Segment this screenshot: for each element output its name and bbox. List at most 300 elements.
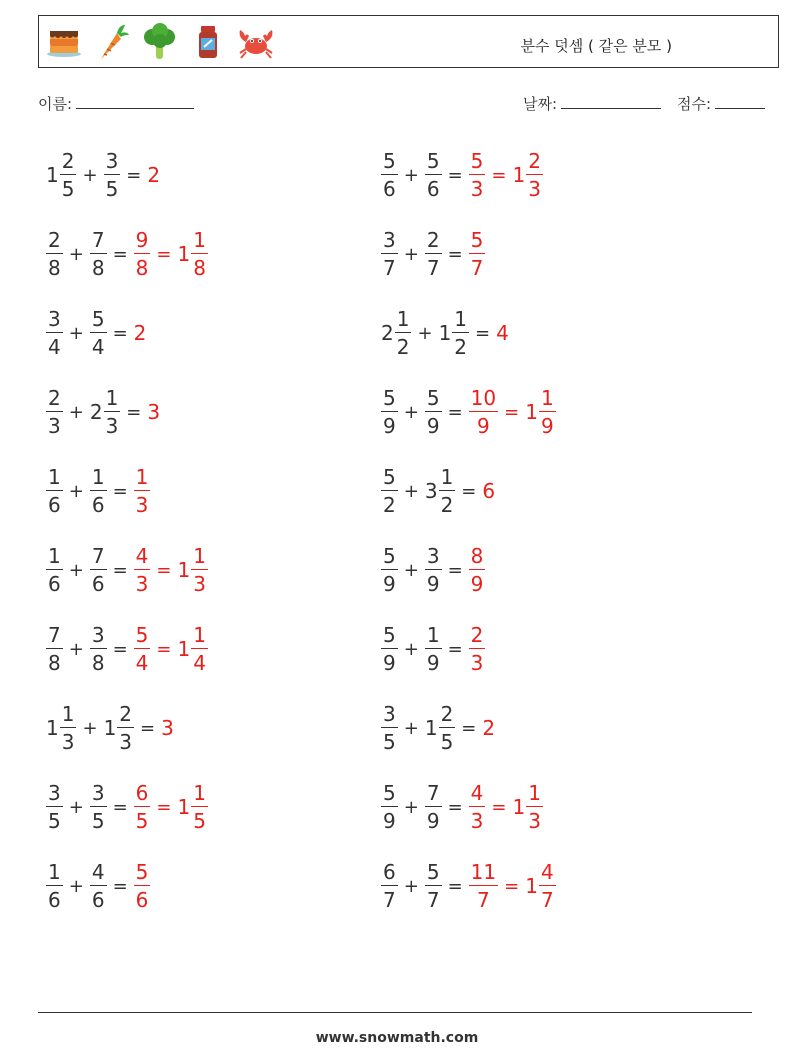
denominator: 4 bbox=[91, 335, 105, 360]
numerator: 4 bbox=[470, 780, 484, 805]
fraction-bar bbox=[381, 411, 398, 413]
plus-sign: + bbox=[403, 638, 419, 660]
fraction-bar bbox=[191, 253, 208, 255]
fraction-bar bbox=[134, 885, 151, 887]
problem-item bbox=[381, 300, 510, 366]
equals-sign: = bbox=[156, 796, 172, 818]
denominator: 5 bbox=[383, 730, 396, 755]
denominator: 3 bbox=[48, 414, 61, 439]
whole-part: 3 bbox=[147, 400, 161, 424]
equals-sign: = bbox=[112, 796, 128, 818]
fraction-bar bbox=[46, 490, 63, 492]
denominator: 3 bbox=[470, 651, 484, 676]
fraction-bar bbox=[539, 885, 556, 887]
denominator: 3 bbox=[135, 493, 149, 518]
denominator: 3 bbox=[105, 414, 119, 439]
mixed-number bbox=[425, 780, 442, 834]
mixed-number bbox=[469, 227, 486, 281]
fraction-bar bbox=[191, 569, 208, 571]
mixed-number bbox=[381, 227, 398, 281]
mixed-number bbox=[425, 385, 442, 439]
numerator: 11 bbox=[470, 859, 497, 884]
fraction bbox=[134, 622, 151, 676]
numerator: 2 bbox=[440, 701, 454, 726]
mixed-number bbox=[469, 543, 486, 597]
fraction-bar bbox=[381, 648, 398, 650]
equals-sign: = bbox=[112, 322, 128, 344]
fraction-bar bbox=[425, 806, 442, 808]
fraction bbox=[191, 227, 208, 281]
fraction-bar bbox=[381, 569, 398, 571]
numerator: 1 bbox=[48, 859, 61, 884]
fraction bbox=[134, 543, 151, 597]
fraction bbox=[469, 543, 486, 597]
mixed-number bbox=[90, 859, 107, 913]
fraction-bar bbox=[469, 806, 486, 808]
fraction bbox=[191, 780, 208, 834]
numerator: 6 bbox=[135, 780, 149, 805]
denominator: 4 bbox=[193, 651, 206, 676]
answer bbox=[469, 148, 543, 202]
numerator: 2 bbox=[119, 701, 133, 726]
mixed-number bbox=[438, 306, 469, 360]
cake-icon bbox=[45, 21, 83, 63]
plus-sign: + bbox=[68, 638, 84, 660]
denominator: 8 bbox=[193, 256, 206, 281]
whole-part: 4 bbox=[496, 321, 509, 345]
mixed-number bbox=[469, 622, 486, 676]
fraction-bar bbox=[46, 253, 63, 255]
whole-part: 1 bbox=[177, 637, 191, 661]
fraction-bar bbox=[381, 885, 398, 887]
problem-item bbox=[381, 774, 543, 840]
mixed-number bbox=[469, 859, 498, 913]
denominator: 6 bbox=[48, 572, 61, 597]
mixed-number bbox=[46, 385, 63, 439]
fraction bbox=[425, 543, 442, 597]
mixed-number bbox=[46, 306, 63, 360]
whole-part: 2 bbox=[147, 163, 161, 187]
equals-sign: = bbox=[475, 322, 491, 344]
numerator: 7 bbox=[91, 543, 105, 568]
fraction-bar bbox=[425, 411, 442, 413]
mixed-number bbox=[381, 859, 398, 913]
denominator: 5 bbox=[48, 809, 61, 834]
whole-part: 1 bbox=[512, 795, 526, 819]
numerator: 3 bbox=[91, 622, 105, 647]
mixed-number bbox=[425, 227, 442, 281]
fraction bbox=[191, 622, 208, 676]
mixed-number bbox=[90, 306, 107, 360]
fraction-bar bbox=[469, 411, 498, 413]
denominator: 2 bbox=[440, 493, 454, 518]
numerator: 5 bbox=[91, 306, 105, 331]
numerator: 3 bbox=[383, 227, 396, 252]
answer bbox=[469, 622, 486, 676]
numerator: 3 bbox=[48, 780, 61, 805]
problem-item bbox=[381, 379, 556, 445]
fraction-bar bbox=[46, 332, 63, 334]
mixed-number bbox=[46, 227, 63, 281]
numerator: 3 bbox=[426, 543, 440, 568]
denominator: 3 bbox=[470, 177, 484, 202]
fraction bbox=[191, 543, 208, 597]
answer bbox=[134, 321, 148, 345]
fraction-bar bbox=[526, 806, 543, 808]
fraction-bar bbox=[134, 569, 151, 571]
denominator: 9 bbox=[426, 572, 440, 597]
numerator: 5 bbox=[426, 385, 440, 410]
fraction-bar bbox=[425, 253, 442, 255]
mixed-number bbox=[161, 716, 175, 740]
fraction bbox=[395, 306, 412, 360]
answer bbox=[134, 464, 151, 518]
whole-part: 2 bbox=[133, 321, 147, 345]
equals-sign: = bbox=[491, 796, 507, 818]
mixed-number bbox=[147, 400, 161, 424]
fraction-bar bbox=[452, 332, 469, 334]
answer bbox=[469, 780, 543, 834]
numerator: 1 bbox=[48, 543, 61, 568]
problem-item bbox=[46, 774, 208, 840]
numerator: 1 bbox=[396, 306, 410, 331]
fraction bbox=[90, 227, 107, 281]
answer bbox=[469, 227, 486, 281]
date-blank[interactable] bbox=[561, 95, 661, 109]
fraction bbox=[526, 780, 543, 834]
fraction-bar bbox=[46, 569, 63, 571]
whole-part: 1 bbox=[46, 716, 59, 740]
crab-icon bbox=[237, 21, 275, 63]
denominator: 6 bbox=[48, 888, 61, 913]
whole-part: 1 bbox=[46, 163, 59, 187]
numerator: 5 bbox=[383, 622, 396, 647]
denominator: 7 bbox=[470, 256, 484, 281]
whole-part: 1 bbox=[177, 242, 191, 266]
problem-item bbox=[46, 695, 175, 761]
fraction bbox=[46, 543, 63, 597]
mixed-number bbox=[90, 622, 107, 676]
equals-sign: = bbox=[461, 717, 477, 739]
fraction-bar bbox=[381, 727, 398, 729]
denominator: 9 bbox=[477, 414, 490, 439]
answer bbox=[161, 716, 175, 740]
mixed-number bbox=[512, 148, 542, 202]
footer-divider bbox=[38, 1012, 752, 1013]
mixed-number bbox=[177, 543, 207, 597]
denominator: 3 bbox=[528, 809, 541, 834]
mixed-number bbox=[525, 385, 555, 439]
fraction bbox=[90, 622, 107, 676]
plus-sign: + bbox=[403, 796, 419, 818]
denominator: 3 bbox=[470, 809, 484, 834]
fraction-bar bbox=[134, 806, 151, 808]
plus-sign: + bbox=[82, 164, 98, 186]
fraction bbox=[439, 701, 456, 755]
denominator: 8 bbox=[48, 256, 61, 281]
mixed-number bbox=[381, 306, 411, 360]
problem-item bbox=[381, 221, 485, 287]
problem-item bbox=[381, 142, 543, 208]
mixed-number bbox=[381, 543, 398, 597]
mixed-number bbox=[177, 227, 207, 281]
equals-sign: = bbox=[447, 559, 463, 581]
fraction bbox=[425, 780, 442, 834]
equals-sign: = bbox=[504, 401, 520, 423]
numerator: 2 bbox=[48, 227, 61, 252]
denominator: 2 bbox=[454, 335, 468, 360]
denominator: 2 bbox=[383, 493, 396, 518]
answer bbox=[134, 543, 208, 597]
numerator: 5 bbox=[135, 622, 149, 647]
fraction-bar bbox=[469, 648, 486, 650]
denominator: 6 bbox=[426, 177, 440, 202]
answer bbox=[469, 859, 556, 913]
fraction bbox=[46, 306, 63, 360]
equals-sign: = bbox=[447, 164, 463, 186]
answer bbox=[134, 859, 151, 913]
fraction-bar bbox=[90, 648, 107, 650]
numerator: 9 bbox=[135, 227, 149, 252]
fraction-bar bbox=[469, 569, 486, 571]
jar-icon bbox=[189, 21, 227, 63]
whole-part: 1 bbox=[177, 558, 191, 582]
fraction bbox=[469, 859, 498, 913]
answer bbox=[482, 716, 496, 740]
problem-item bbox=[46, 300, 147, 366]
equals-sign: = bbox=[126, 164, 142, 186]
fraction bbox=[117, 701, 134, 755]
fraction-bar bbox=[60, 727, 77, 729]
denominator: 8 bbox=[135, 256, 149, 281]
denominator: 5 bbox=[135, 809, 149, 834]
fraction-bar bbox=[90, 806, 107, 808]
mixed-number bbox=[177, 622, 207, 676]
numerator: 10 bbox=[470, 385, 497, 410]
problem-item bbox=[46, 537, 208, 603]
mixed-number bbox=[46, 622, 63, 676]
numerator: 5 bbox=[383, 780, 396, 805]
equals-sign: = bbox=[112, 875, 128, 897]
denominator: 7 bbox=[477, 888, 490, 913]
fraction bbox=[381, 148, 398, 202]
fraction bbox=[46, 622, 63, 676]
numerator: 3 bbox=[91, 780, 105, 805]
denominator: 3 bbox=[193, 572, 206, 597]
fraction-bar bbox=[425, 885, 442, 887]
mixed-number bbox=[46, 701, 76, 755]
whole-part: 3 bbox=[424, 479, 438, 503]
mixed-number bbox=[469, 780, 486, 834]
fraction bbox=[539, 385, 556, 439]
numerator: 7 bbox=[426, 780, 440, 805]
plus-sign: + bbox=[68, 875, 84, 897]
problem-item bbox=[381, 695, 496, 761]
answer bbox=[147, 163, 161, 187]
score-blank[interactable] bbox=[715, 95, 765, 109]
numerator: 5 bbox=[470, 148, 484, 173]
whole-part: 2 bbox=[381, 321, 394, 345]
fraction-bar bbox=[104, 411, 121, 413]
fraction bbox=[134, 859, 151, 913]
plus-sign: + bbox=[403, 875, 419, 897]
numerator: 1 bbox=[440, 464, 454, 489]
denominator: 3 bbox=[135, 572, 149, 597]
fraction-bar bbox=[395, 332, 412, 334]
mixed-number bbox=[46, 780, 63, 834]
numerator: 1 bbox=[135, 464, 149, 489]
equals-sign: = bbox=[112, 243, 128, 265]
numerator: 1 bbox=[193, 622, 206, 647]
equals-sign: = bbox=[447, 638, 463, 660]
fraction bbox=[526, 148, 543, 202]
denominator: 9 bbox=[426, 809, 440, 834]
mixed-number bbox=[425, 543, 442, 597]
problem-item bbox=[46, 458, 150, 524]
name-blank[interactable] bbox=[76, 95, 194, 109]
plus-sign: + bbox=[68, 401, 84, 423]
numerator: 4 bbox=[540, 859, 554, 884]
fraction bbox=[381, 859, 398, 913]
plus-sign: + bbox=[403, 717, 419, 739]
denominator: 9 bbox=[383, 809, 396, 834]
equals-sign: = bbox=[447, 401, 463, 423]
numerator: 3 bbox=[383, 701, 396, 726]
denominator: 5 bbox=[105, 177, 119, 202]
date-field bbox=[523, 93, 661, 114]
problem-item bbox=[46, 221, 208, 287]
fraction-bar bbox=[469, 174, 486, 176]
equals-sign: = bbox=[156, 559, 172, 581]
fraction-bar bbox=[425, 569, 442, 571]
answer bbox=[496, 321, 510, 345]
equals-sign: = bbox=[112, 480, 128, 502]
fraction bbox=[90, 543, 107, 597]
mixed-number bbox=[90, 227, 107, 281]
denominator: 3 bbox=[61, 730, 75, 755]
equals-sign: = bbox=[447, 875, 463, 897]
numerator: 4 bbox=[135, 543, 149, 568]
equals-sign: = bbox=[504, 875, 520, 897]
fraction-bar bbox=[90, 253, 107, 255]
fraction-bar bbox=[425, 648, 442, 650]
whole-part: 2 bbox=[89, 400, 103, 424]
fraction bbox=[469, 780, 486, 834]
mixed-number bbox=[424, 464, 455, 518]
fraction bbox=[469, 385, 498, 439]
fraction bbox=[46, 385, 63, 439]
denominator: 8 bbox=[91, 256, 105, 281]
footer-url: www.snowmath.com bbox=[315, 1030, 479, 1046]
numerator: 2 bbox=[528, 148, 541, 173]
denominator: 9 bbox=[383, 572, 396, 597]
fraction bbox=[381, 701, 398, 755]
plus-sign: + bbox=[403, 243, 419, 265]
denominator: 9 bbox=[540, 414, 554, 439]
denominator: 7 bbox=[383, 888, 396, 913]
fraction bbox=[46, 859, 63, 913]
denominator: 9 bbox=[383, 651, 396, 676]
equals-sign: = bbox=[461, 480, 477, 502]
whole-part: 1 bbox=[103, 716, 117, 740]
mixed-number bbox=[425, 148, 442, 202]
denominator: 9 bbox=[426, 651, 440, 676]
fraction-bar bbox=[381, 806, 398, 808]
fraction-bar bbox=[104, 174, 121, 176]
fraction bbox=[539, 859, 556, 913]
numerator: 1 bbox=[193, 780, 206, 805]
mixed-number bbox=[425, 622, 442, 676]
numerator: 5 bbox=[383, 148, 396, 173]
whole-part: 1 bbox=[177, 795, 191, 819]
mixed-number bbox=[134, 464, 151, 518]
fraction-bar bbox=[439, 490, 456, 492]
fraction bbox=[469, 622, 486, 676]
fraction-bar bbox=[90, 885, 107, 887]
fraction-bar bbox=[381, 253, 398, 255]
mixed-number bbox=[134, 859, 151, 913]
fraction bbox=[469, 227, 486, 281]
denominator: 9 bbox=[426, 414, 440, 439]
numerator: 1 bbox=[193, 227, 206, 252]
plus-sign: + bbox=[417, 322, 433, 344]
plus-sign: + bbox=[68, 480, 84, 502]
problem-item bbox=[381, 853, 556, 919]
mixed-number bbox=[46, 543, 63, 597]
mixed-number bbox=[103, 701, 134, 755]
mixed-number bbox=[381, 701, 398, 755]
mixed-number bbox=[90, 464, 107, 518]
numerator: 2 bbox=[61, 148, 75, 173]
numerator: 1 bbox=[528, 780, 541, 805]
fraction bbox=[381, 622, 398, 676]
problem-item bbox=[381, 537, 485, 603]
mixed-number bbox=[512, 780, 542, 834]
mixed-number bbox=[134, 622, 151, 676]
fraction bbox=[439, 464, 456, 518]
numerator: 1 bbox=[61, 701, 75, 726]
whole-part: 6 bbox=[482, 479, 496, 503]
numerator: 2 bbox=[426, 227, 440, 252]
denominator: 5 bbox=[61, 177, 75, 202]
fraction bbox=[90, 780, 107, 834]
fraction bbox=[425, 859, 442, 913]
whole-part: 2 bbox=[482, 716, 496, 740]
numerator: 3 bbox=[105, 148, 119, 173]
plus-sign: + bbox=[403, 480, 419, 502]
denominator: 6 bbox=[48, 493, 61, 518]
mixed-number bbox=[89, 385, 120, 439]
mixed-number bbox=[134, 321, 148, 345]
whole-part: 3 bbox=[161, 716, 174, 740]
numerator: 5 bbox=[426, 859, 440, 884]
plus-sign: + bbox=[82, 717, 98, 739]
denominator: 6 bbox=[383, 177, 396, 202]
fraction-bar bbox=[381, 490, 398, 492]
answer bbox=[147, 400, 161, 424]
equals-sign: = bbox=[112, 638, 128, 660]
answer bbox=[134, 622, 208, 676]
equals-sign: = bbox=[447, 796, 463, 818]
fraction-bar bbox=[46, 885, 63, 887]
score-field bbox=[677, 93, 765, 114]
mixed-number bbox=[381, 622, 398, 676]
numerator: 1 bbox=[48, 464, 61, 489]
equals-sign: = bbox=[156, 638, 172, 660]
denominator: 8 bbox=[48, 651, 61, 676]
fraction-bar bbox=[191, 806, 208, 808]
icon-row bbox=[45, 21, 275, 63]
